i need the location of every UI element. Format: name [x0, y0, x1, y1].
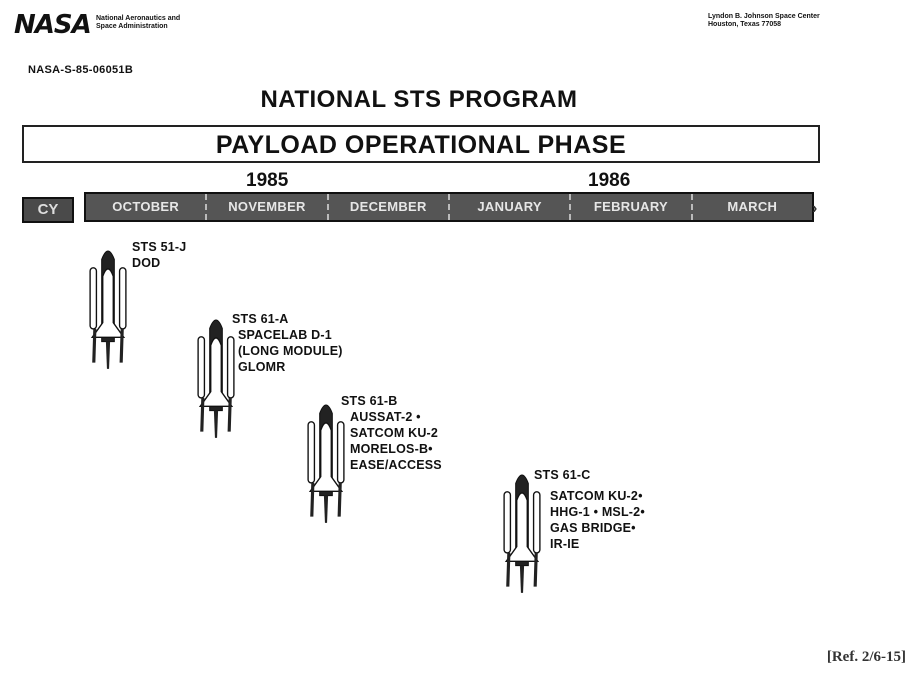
month-october: OCTOBER — [112, 199, 180, 214]
document-number: NASA-S-85-06051B — [28, 64, 134, 76]
center-line-1: Lyndon B. Johnson Space Center — [708, 13, 820, 20]
center-line-2: Houston, Texas 77058 — [708, 21, 782, 28]
month-november: NOVEMBER — [205, 194, 326, 220]
mission-name: STS 61-C — [534, 468, 591, 482]
payload-item: (LONG MODULE) — [238, 344, 343, 358]
year-label-1985: 1985 — [246, 170, 289, 191]
month-bar — [84, 192, 814, 222]
mission-sts-61c — [534, 467, 645, 552]
shuttle-icon — [306, 397, 346, 532]
mission-sts-61a — [232, 311, 343, 375]
payload-item: MORELOS-B• — [350, 442, 433, 456]
payload-item: SPACELAB D-1 — [238, 328, 332, 342]
month-december: DECEMBER — [327, 194, 448, 220]
payload-item: HHG-1 • MSL-2• — [550, 505, 645, 519]
phase-title: PAYLOAD OPERATIONAL PHASE — [215, 131, 627, 159]
payload-item: IR-IE — [550, 537, 580, 551]
payload-item: GAS BRIDGE• — [550, 521, 636, 535]
payload-item: SATCOM KU-2• — [550, 489, 643, 503]
mission-name: STS 61-B — [341, 394, 398, 408]
payload-item: SATCOM KU-2 — [350, 426, 439, 440]
mission-name: STS 61-A — [232, 312, 289, 326]
mission-sts-61b — [341, 393, 442, 473]
payload-item: DOD — [132, 256, 161, 270]
cy-label: CY — [22, 197, 74, 223]
year-label-1986: 1986 — [588, 170, 631, 191]
month-january: JANUARY — [448, 194, 569, 220]
agency-line-1: National Aeronautics and — [96, 15, 181, 22]
center-address — [708, 13, 878, 29]
payload-item: EASE/ACCESS — [350, 458, 442, 472]
shuttle-icon — [88, 243, 128, 378]
arrow-icon: › — [812, 200, 818, 217]
page-title: NATIONAL STS PROGRAM — [260, 86, 578, 113]
mission-sts-51j — [132, 239, 186, 271]
agency-line-2: Space Administration — [96, 23, 168, 30]
shuttle-icon — [196, 312, 236, 447]
nasa-logo: NASA — [14, 10, 91, 40]
reference-label: [Ref. 2/6-15] — [826, 649, 906, 665]
mission-name: STS 51-J — [132, 240, 187, 254]
month-february: FEBRUARY — [569, 194, 690, 220]
payload-item: AUSSAT-2 • — [350, 410, 421, 424]
phase-banner — [22, 125, 820, 163]
payload-item: GLOMR — [238, 360, 286, 374]
agency-name — [96, 15, 206, 31]
month-march: MARCH — [691, 194, 812, 220]
